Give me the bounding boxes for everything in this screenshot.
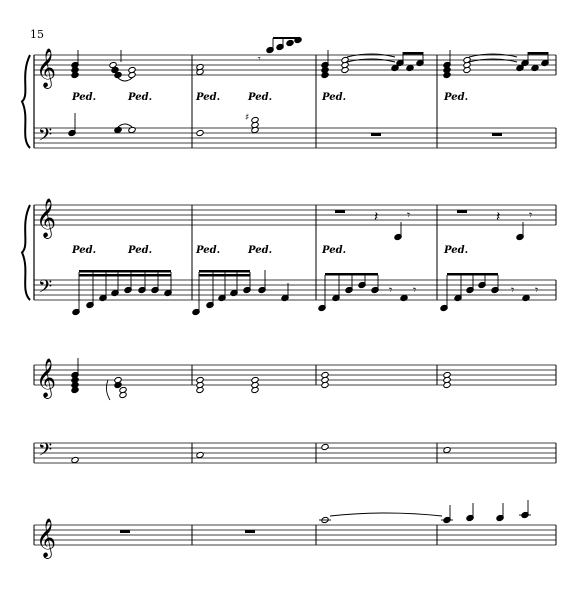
pedal-marking: Ped. — [248, 245, 273, 256]
tie — [118, 78, 132, 81]
beam — [199, 270, 250, 273]
pedal-marking: Ped. — [196, 245, 221, 256]
tie — [106, 380, 110, 400]
beam — [403, 52, 423, 55]
pedal-marking: Ped. — [128, 245, 153, 256]
beam — [79, 270, 171, 273]
pedal-marking: Ped. — [196, 92, 221, 103]
notehead — [196, 451, 204, 458]
eighth-rest: 𝄾 — [529, 208, 533, 222]
notehead — [286, 39, 294, 46]
pedal-marking: Ped. — [128, 92, 153, 103]
whole-rest — [335, 210, 345, 213]
eighth-rest: 𝄾 — [407, 208, 411, 222]
quarter-rest: 𝄽 — [496, 209, 501, 225]
notehead — [71, 456, 79, 463]
pedal-marking: Ped. — [322, 92, 347, 103]
eighth-rest: 𝄾 — [413, 283, 417, 297]
whole-rest — [371, 133, 381, 136]
tie — [469, 54, 517, 57]
beam — [199, 274, 250, 277]
eighth-rest: 𝄾 — [511, 283, 515, 297]
eighth-rest: 𝄾 — [258, 54, 261, 65]
pedal-marking: Ped. — [322, 245, 347, 256]
whole-rest — [457, 210, 467, 213]
notehead — [321, 443, 329, 450]
notehead — [443, 446, 451, 453]
tie — [118, 124, 132, 127]
beam — [325, 273, 378, 276]
whole-rest — [492, 133, 502, 136]
notehead — [400, 294, 408, 301]
notehead — [531, 64, 539, 71]
pedal-marking: Ped. — [72, 92, 97, 103]
treble-clef-icon: 𝄞 — [36, 358, 57, 398]
notehead — [406, 64, 414, 71]
bass-clef-icon: 𝄢 — [38, 277, 53, 302]
brace — [22, 55, 30, 148]
tie — [469, 59, 517, 62]
treble-clef-icon: 𝄞 — [36, 198, 57, 238]
tie — [330, 513, 442, 516]
whole-rest — [245, 530, 255, 533]
bass-clef-icon: 𝄢 — [38, 125, 53, 150]
brace — [22, 205, 30, 300]
quarter-rest: 𝄽 — [374, 209, 379, 225]
pedal-marking: Ped. — [444, 92, 469, 103]
tie — [347, 54, 395, 57]
pedal-marking: Ped. — [444, 245, 469, 256]
treble-clef-icon: 𝄞 — [36, 518, 57, 558]
sharp-icon: ♯ — [245, 113, 250, 123]
measure-number: 15 — [30, 28, 44, 41]
tie — [347, 59, 395, 62]
bass-clef-icon: 𝄢 — [38, 440, 53, 465]
notehead — [114, 126, 122, 133]
notehead — [196, 129, 204, 136]
whole-rest — [120, 530, 130, 533]
beam — [447, 273, 498, 276]
eighth-rest: 𝄾 — [535, 283, 539, 297]
eighth-rest: 𝄾 — [389, 283, 393, 297]
beam — [528, 52, 548, 55]
beam — [79, 274, 171, 277]
treble-clef-icon: 𝄞 — [36, 48, 57, 88]
notehead — [128, 126, 136, 133]
pedal-marking: Ped. — [248, 92, 273, 103]
notehead — [522, 294, 530, 301]
pedal-marking: Ped. — [72, 245, 97, 256]
